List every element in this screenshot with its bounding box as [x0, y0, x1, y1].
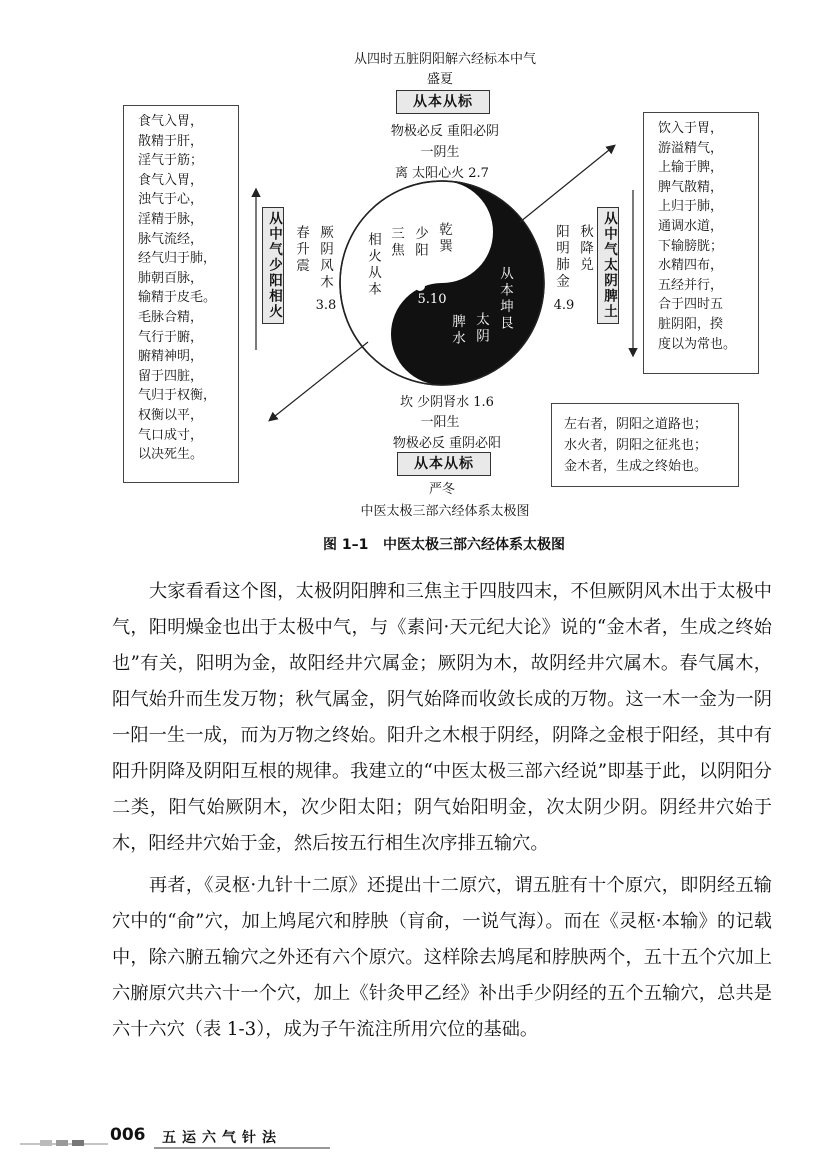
- inner-col-xianghuo: 相火从本: [365, 232, 381, 298]
- top-line-2: 一阴生: [420, 145, 460, 160]
- note-box: 左右者，阴阳之道路也； 水火者，阴阳之征兆也； 金木者，生成之终始也。: [551, 403, 739, 487]
- top-box: 从本从标: [396, 90, 490, 114]
- bottom-line-1: 坎 少阴肾水 1.6: [400, 395, 494, 410]
- figure-bottom-title: 中医太极三部六经体系太极图: [360, 504, 530, 519]
- lower-col-taiyin: 太阴: [473, 312, 489, 345]
- left-col-jueyin: 厥阴风木: [317, 225, 333, 291]
- bottom-season-label: 严冬: [428, 482, 455, 497]
- lower-col-kungen: 从本坤艮: [497, 266, 513, 332]
- caption-label: 图 1–1: [323, 537, 369, 553]
- inner-col-sanjiao: 三焦: [388, 226, 404, 259]
- page-number: 006: [110, 1125, 146, 1145]
- arrow-lower-left: [270, 342, 368, 420]
- bottom-line-2: 一阳生: [420, 415, 460, 430]
- paragraph-2: 再者，《灵枢·九针十二原》还提出十二原穴，谓五脏有十个原穴，即阴经五输穴中的“俞”穴，加上鸠尾穴和脖胦（肓俞，一说气海）。而在《灵枢·本输》的记载中，除六腑五输穴之外还有六个原穴。这样除去鸠尾和脖胦两个，五十五个穴加上六腑原穴共六十一个穴，加上《针灸甲乙经》补出手少阴经的五个五输穴，总共是六十六穴（表 1-3），成为子午流注所用穴位的基础。: [112, 875, 772, 1040]
- left-col-spring: 春升震: [293, 225, 309, 275]
- figure-caption: [294, 534, 594, 554]
- left-vertical-box: 从中气少阳相火: [262, 207, 284, 324]
- top-season-label: 盛夏: [426, 72, 453, 87]
- bottom-line-3: 物极必反 重阴必阳: [392, 436, 502, 451]
- paragraph-1: 大家看看这个图，太极阴阳脾和三焦主于四肢四末，不但厥阴风木出于太极中气，阳明燥金也出于太极中气，与《素问·天元纪大论》说的“金木者，生成之终始也”有关，阳明为金，故阳经井穴属金；厥阴为木，故阴经井穴属木。春气属木，阳气始升而生发万物；秋气属金，阴气始降而收敛长成的万物。这一木一金为一阴一阳一生一成，而为万物之终始。阳升之木根于阴经，阴降之金根于阳经，其中有阳升阴降及阴阳互根的规律。我建立的“中医太极三部六经说”即基于此，以阴阳分二类，阳气始厥阴木，次少阳太阳；阴气始阳明金，次太阴少阴。阴经井穴始于木，阳经井穴始于金，然后按五行相生次序排五输穴。: [112, 581, 772, 854]
- lower-col-pishui: 脾水: [449, 314, 465, 347]
- left-number: 3.8: [315, 298, 337, 313]
- body-text: [112, 574, 772, 1048]
- right-number: 4.9: [553, 298, 575, 313]
- left-text-box: 食气入胃， 散精于肝， 淫气于筋； 食气入胃， 浊气于心， 淫精于脉， 脉气流经， 经气归于肺， 肺朝百脉， 输精于皮毛。 毛脉合精， 气行于腑， 腑精神明， 留于四脏， 气归于权衡， 权衡以平， 气口成寸， 以决死生。: [123, 105, 239, 483]
- top-line-1: 物极必反 重阳必阴: [390, 124, 500, 139]
- right-text-box: 饮入于胃， 游溢精气， 上输于脾， 脾气散精， 上归于肺， 通调水道， 下输膀胱； 水精四布， 五经并行， 合于四时五 脏阴阳，揆 度以为常也。: [643, 112, 759, 374]
- right-col-autumn: 秋降兑: [577, 224, 593, 274]
- figure-top-title: 从四时五脏阴阳解六经标本中气: [353, 52, 536, 67]
- bottom-box: 从本从标: [397, 452, 491, 476]
- inner-col-shaoyang: 少阳: [412, 226, 428, 259]
- center-number: 5.10: [417, 292, 447, 307]
- book-title: 五运六气针法: [162, 1130, 282, 1146]
- right-vertical-box: 从中气太阴脾土: [597, 207, 619, 324]
- right-col-yangming: 阳明肺金: [553, 224, 569, 290]
- inner-col-qianxun: 乾巽: [436, 222, 452, 255]
- top-line-3: 离 太阳心火 2.7: [395, 166, 489, 181]
- caption-text: 中医太极三部六经体系太极图: [382, 537, 565, 553]
